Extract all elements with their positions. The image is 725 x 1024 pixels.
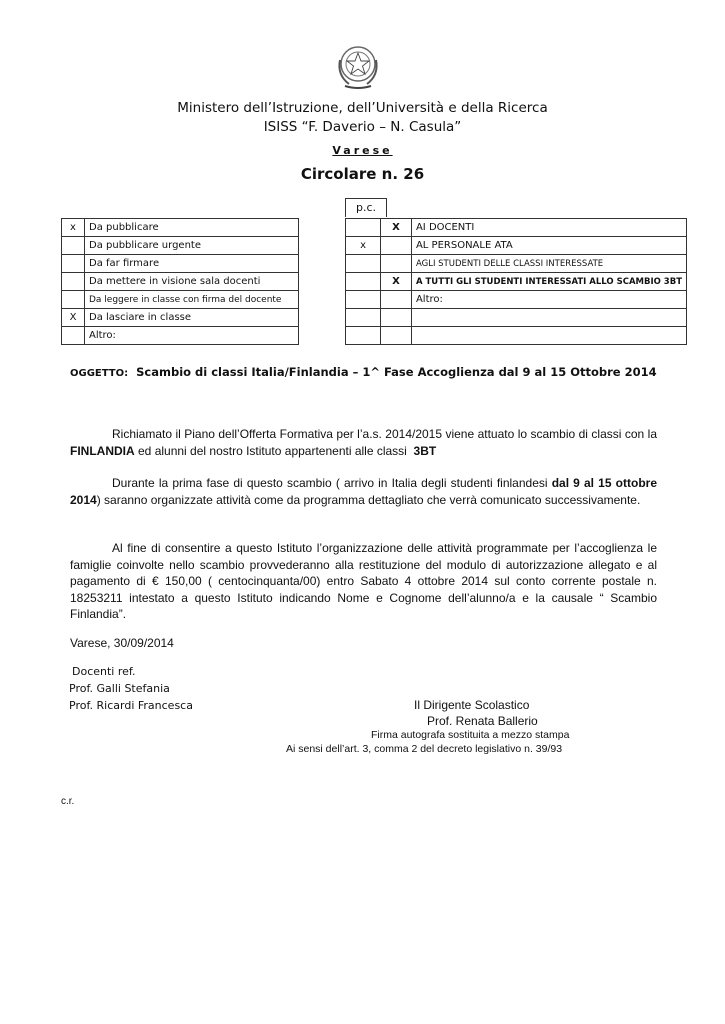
referent-name: Prof. Ricardi Francesca <box>69 699 193 712</box>
recipient-mark <box>381 255 412 273</box>
checkbox-mark <box>62 237 85 255</box>
footer-cr: c.r. <box>61 796 75 807</box>
table-row <box>346 237 687 255</box>
pc-mark <box>346 327 381 345</box>
table-row <box>346 255 687 273</box>
signature-legal-note: Ai sensi dell’art. 3, comma 2 del decreto legislativo n. 39/93 <box>286 743 563 755</box>
date-line: Varese, 30/09/2014 <box>70 636 174 650</box>
referents-title: Docenti ref. <box>72 665 136 678</box>
pc-mark <box>346 219 381 237</box>
table-row <box>346 219 687 237</box>
recipient-label <box>411 309 686 327</box>
recipient-mark <box>381 291 412 309</box>
pc-mark <box>346 309 381 327</box>
checkbox-mark: x <box>62 219 85 237</box>
table-row <box>346 327 687 345</box>
body-paragraph-1: Richiamato il Piano dell’Offerta Formativa per l’a.s. 2014/2015 viene attuato lo scambio di classi con la FINLANDIA ed alunni del nostro Istituto appartenenti alle classi 3BT <box>70 427 657 458</box>
recipients-table <box>345 218 687 345</box>
pc-mark <box>346 255 381 273</box>
option-label: Da far firmare <box>85 255 299 273</box>
recipient-mark <box>381 309 412 327</box>
city-name: Varese <box>332 144 393 157</box>
table-row <box>62 273 299 291</box>
signature-name: Prof. Renata Ballerio <box>427 714 538 728</box>
checkbox-mark <box>62 291 85 309</box>
table-row <box>62 327 299 345</box>
pc-mark <box>346 291 381 309</box>
pc-mark: x <box>346 237 381 255</box>
ministry-name: Ministero dell’Istruzione, dell’Università e della Ricerca <box>177 100 548 116</box>
table-row <box>62 291 299 309</box>
recipient-mark <box>381 237 412 255</box>
recipient-label: Altro: <box>411 291 686 309</box>
checkbox-mark <box>62 327 85 345</box>
pc-header: p.c. <box>345 198 387 217</box>
subject-label: OGGETTO: <box>70 368 129 379</box>
recipient-mark: X <box>381 219 412 237</box>
subject-text: Scambio di classi Italia/Finlandia – 1^ Fase Accoglienza dal 9 al 15 Ottobre 2014 <box>136 365 657 379</box>
checkbox-mark <box>62 255 85 273</box>
table-row <box>346 291 687 309</box>
option-label: Da pubblicare <box>85 219 299 237</box>
recipient-mark <box>381 327 412 345</box>
option-label: Da leggere in classe con firma del docente <box>85 291 299 309</box>
circular-number: Circolare n. 26 <box>300 165 425 183</box>
table-row <box>62 237 299 255</box>
recipient-label: AI DOCENTI <box>411 219 686 237</box>
recipient-label <box>411 327 686 345</box>
option-label: Da lasciare in classe <box>85 309 299 327</box>
table-row <box>62 219 299 237</box>
option-label: Da mettere in visione sala docenti <box>85 273 299 291</box>
italian-republic-emblem-icon <box>333 40 383 92</box>
recipient-label: AL PERSONALE ATA <box>411 237 686 255</box>
referent-name: Prof. Galli Stefania <box>69 682 170 695</box>
signature-note: Firma autografa sostituita a mezzo stampa <box>371 729 570 741</box>
recipient-mark: X <box>381 273 412 291</box>
body-paragraph-2: Durante la prima fase di questo scambio ( arrivo in Italia degli studenti finlandesi dal 9 al 15 ottobre 2014) saranno organizzate attività come da programma dettagliato che verrà comunicato successivamente. <box>70 476 657 507</box>
option-label: Da pubblicare urgente <box>85 237 299 255</box>
subject-line <box>70 365 657 379</box>
school-name: ISISS “F. Daverio – N. Casula” <box>263 119 462 135</box>
table-row <box>62 255 299 273</box>
option-label: Altro: <box>85 327 299 345</box>
body-paragraph-3: Al fine di consentire a questo Istituto l’organizzazione delle attività programmate per l’accoglienza le famiglie coinvolte nello scambio provvederanno alla restituzione del modulo di autorizzazione allegato e al pagamento di € 150,00 ( centocinquanta/00) entro Sabato 4 ottobre 2014 sul conto corrente postale n. 18253211 intestato a questo Istituto indicando Nome e Cognome dell’alunno/a e la causale “ Scambio Finlandia”. <box>70 541 657 621</box>
pc-mark <box>346 273 381 291</box>
recipient-label: A TUTTI GLI STUDENTI INTERESSATI ALLO SCAMBIO 3BT <box>411 273 686 291</box>
table-row <box>62 309 299 327</box>
checkbox-mark: X <box>62 309 85 327</box>
distribution-options-table <box>61 218 299 345</box>
checkbox-mark <box>62 273 85 291</box>
table-row <box>346 273 687 291</box>
signature-role: Il Dirigente Scolastico <box>414 698 530 712</box>
recipient-label: AGLI STUDENTI DELLE CLASSI INTERESSATE <box>411 255 686 273</box>
table-row <box>346 309 687 327</box>
